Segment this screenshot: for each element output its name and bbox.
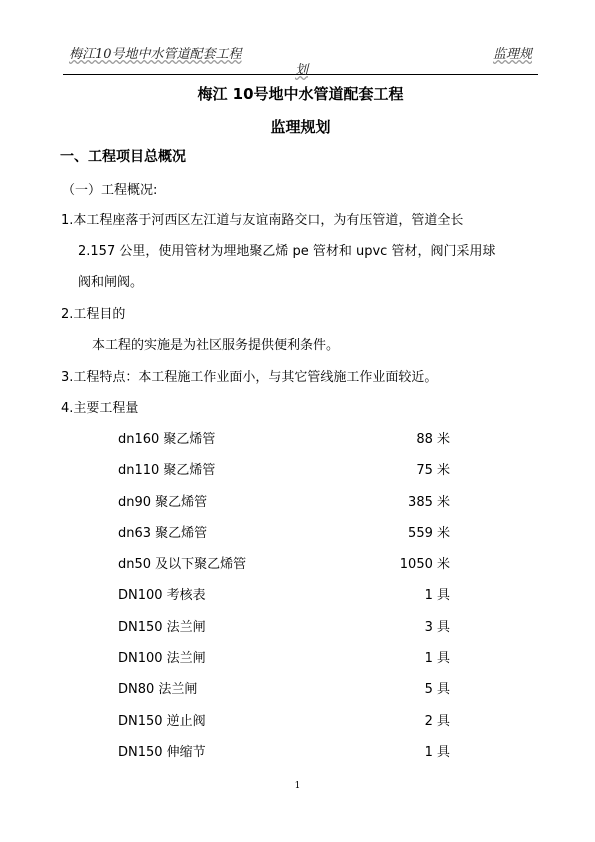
quantity-value: 3 具: [424, 619, 450, 635]
quantity-row: [118, 584, 450, 615]
quantity-value: 88 米: [416, 432, 450, 447]
document-title: 梅江 10号地中水管道配套工程: [197, 85, 404, 103]
header-left-text: 梅江10号地中水管道配套工程: [69, 47, 242, 62]
page-number: 1: [294, 781, 301, 791]
item-4-title: 4.主要工程量: [61, 401, 139, 416]
quantity-item: DN150 伸缩节: [118, 744, 206, 760]
quantity-row: [118, 741, 450, 772]
quantity-list: [118, 428, 450, 772]
quantity-value: 385 米: [408, 494, 450, 510]
quantity-item: dn160 聚乙烯管: [118, 432, 216, 447]
quantity-item: dn50 及以下聚乙烯管: [118, 557, 247, 573]
page-header: [63, 40, 538, 78]
quantity-item: DN100 法兰闸: [118, 651, 206, 667]
quantity-value: 1050 米: [399, 557, 450, 573]
quantity-value: 1 具: [424, 744, 450, 760]
quantity-row: [118, 710, 450, 741]
paragraph-1-line-1: 1.本工程座落于河西区左江道与友谊南路交口，为有压管道，管道全长: [61, 213, 464, 228]
quantity-value: 5 具: [424, 682, 450, 698]
quantity-row: [118, 459, 450, 490]
quantity-row: [118, 678, 450, 709]
item-2-title: 2.工程目的: [61, 307, 126, 322]
header-right-text: 监理规: [492, 47, 532, 62]
quantity-row: [118, 553, 450, 584]
quantity-value: 559 米: [408, 525, 450, 541]
quantity-value: 2 具: [424, 713, 450, 729]
quantity-value: 75 米: [416, 463, 450, 479]
item-2-body: 本工程的实施是为社区服务提供便利条件。: [92, 338, 340, 353]
quantity-row: [118, 491, 450, 522]
quantity-value: 1 具: [424, 588, 450, 604]
quantity-item: DN150 逆止阀: [118, 713, 206, 729]
quantity-row: [118, 522, 450, 553]
quantity-row: [118, 647, 450, 678]
document-subtitle: 监理规划: [270, 118, 331, 136]
quantity-item: DN150 法兰闸: [118, 619, 206, 635]
quantity-item: dn110 聚乙烯管: [118, 463, 216, 479]
quantity-row: [118, 428, 450, 459]
section-heading: 一、工程项目总概况: [60, 149, 186, 165]
quantity-value: 1 具: [424, 651, 450, 667]
quantity-row: [118, 616, 450, 647]
paragraph-1-line-3: 阀和闸阀。: [78, 275, 144, 290]
quantity-item: DN80 法兰闸: [118, 682, 198, 698]
header-right-text-wrap: 划: [295, 63, 309, 78]
item-3-text: 3.工程特点：本工程施工作业面小，与其它管线施工作业面较近。: [61, 370, 438, 385]
quantity-item: dn90 聚乙烯管: [118, 494, 208, 510]
quantity-item: dn63 聚乙烯管: [118, 525, 208, 541]
paragraph-1-line-2: 2.157 公里，使用管材为埋地聚乙烯 pe 管材和 upvc 管材，阀门采用球: [78, 244, 496, 259]
subsection-heading: （一）工程概况:: [62, 183, 158, 198]
quantity-item: DN100 考核表: [118, 588, 206, 604]
